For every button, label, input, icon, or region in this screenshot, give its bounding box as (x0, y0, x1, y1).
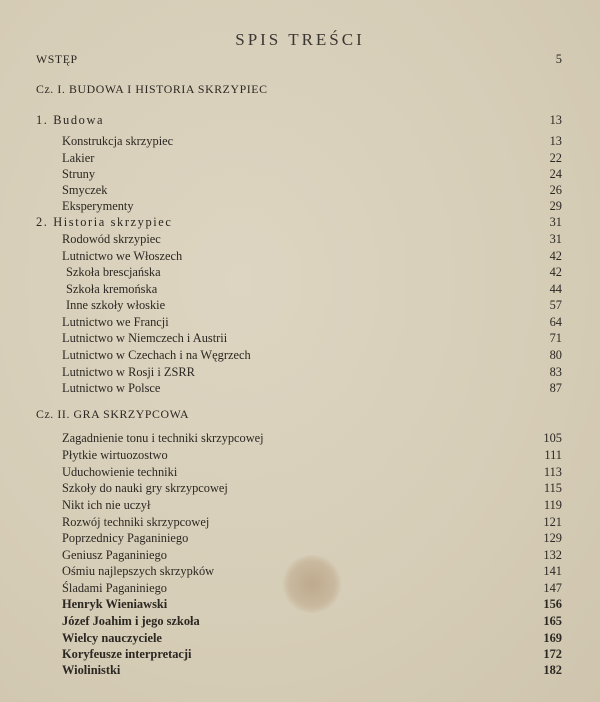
toc-page-number: 13 (549, 134, 562, 148)
toc-entry-label: Nikt ich nie uczył (62, 498, 151, 512)
toc-leader-dots (202, 447, 540, 463)
toc-entry (0, 347, 600, 363)
toc-entry-label: Henryk Wieniawski (62, 597, 168, 611)
toc-entry-label: Smyczek (62, 183, 108, 197)
toc-page-number: 57 (549, 298, 562, 312)
toc-page-number: 172 (543, 647, 562, 661)
toc-page-number: 29 (549, 199, 562, 213)
toc-entry (0, 662, 600, 678)
toc-leader-dots (272, 480, 540, 496)
toc-entry-label: Wiolinistki (62, 663, 121, 677)
toc-leader-dots (200, 580, 540, 596)
toc-leader-dots (200, 264, 550, 280)
toc-leader-dots (290, 347, 550, 363)
toc-entry (0, 330, 600, 346)
toc-entry-label: 1. Budowa (36, 113, 105, 127)
toc-entry-label: Płytkie wirtuozostwo (62, 448, 168, 462)
toc-entry-label: Lutnictwo w Rosji i ZSRR (62, 365, 195, 379)
toc-entry-label: Lutnictwo we Francji (62, 315, 169, 329)
toc-page-number: 83 (549, 365, 562, 379)
toc-page-number: 31 (549, 215, 562, 229)
toc-leader-dots (235, 364, 550, 380)
toc-entry (0, 297, 600, 313)
toc-entry (0, 281, 600, 297)
toc-entry (0, 182, 600, 198)
toc-page-number: 64 (549, 315, 562, 329)
toc-entry (0, 646, 600, 662)
toc-page-number: 105 (543, 431, 562, 445)
toc-leader-dots (182, 497, 540, 513)
toc-entry-label: Lutnictwo w Polsce (62, 381, 161, 395)
toc-entry (0, 630, 600, 646)
toc-entry (0, 547, 600, 563)
toc-entry-label: Inne szkoły włoskie (66, 298, 166, 312)
toc-leader-dots (282, 330, 550, 346)
toc-page-number: 165 (543, 614, 562, 628)
toc-entry (0, 430, 600, 446)
toc-leader-dots (105, 150, 550, 166)
toc-page-number: 182 (543, 663, 562, 677)
toc-entry-label: Struny (62, 167, 96, 181)
toc-entry (0, 248, 600, 264)
toc-entry (0, 447, 600, 463)
toc-entry-label: Lutnictwo we Włoszech (62, 249, 183, 263)
toc-entry (0, 514, 600, 530)
toc-entry-intro (0, 51, 600, 67)
toc-page-number: 44 (549, 282, 562, 296)
toc-leader-dots (202, 297, 550, 313)
toc-entry-label: Poprzednicy Paganiniego (62, 531, 189, 545)
toc-page-number: 115 (543, 481, 562, 495)
toc-entry (0, 497, 600, 513)
toc-entry (0, 380, 600, 396)
toc-entry-label: Konstrukcja skrzypiec (62, 134, 174, 148)
toc-part-heading (0, 81, 600, 97)
toc-leader-dots (226, 214, 550, 230)
toc-leader-dots (195, 281, 550, 297)
toc-leader-dots (342, 430, 542, 446)
toc-leader-dots (140, 112, 550, 128)
toc-entry (0, 563, 600, 579)
toc-entry-label: Wielcy nauczyciele (62, 631, 162, 645)
toc-entry (0, 480, 600, 496)
toc-entry-label: Szkoła brescjańska (66, 265, 161, 279)
toc-entry-label: Lutnictwo w Czechach i na Węgrzech (62, 348, 251, 362)
toc-page-number: 111 (544, 448, 562, 462)
toc-page-number: 31 (549, 232, 562, 246)
toc-page-number: 87 (549, 381, 562, 395)
toc-entry-label: Szkoły do nauki gry skrzypcowej (62, 481, 228, 495)
toc-leader-dots (154, 198, 550, 214)
toc-section-heading (0, 112, 600, 128)
toc-leader-dots (232, 530, 540, 546)
toc-leader-dots (262, 563, 540, 579)
toc-page-number: 24 (549, 167, 562, 181)
toc-page-number: 71 (549, 331, 562, 345)
toc-entry (0, 198, 600, 214)
toc-entry-label: Geniusz Paganiniego (62, 548, 167, 562)
toc-page-number: 147 (543, 581, 562, 595)
toc-part-label: Cz. II. GRA SKRZYPCOWA (36, 407, 190, 421)
toc-entry-label: Józef Joahim i jego szkoła (62, 614, 200, 628)
toc-page-number: 156 (543, 597, 562, 611)
toc-entry-label: WSTĘP (36, 52, 78, 66)
toc-entry (0, 613, 600, 629)
toc-leader-dots (108, 166, 550, 182)
toc-page-number: 42 (549, 265, 562, 279)
toc-leader-dots (186, 380, 550, 396)
toc-entry-label: Koryfeusze interpretacji (62, 647, 192, 661)
toc-entry (0, 231, 600, 247)
toc-entry-label: Rozwój techniki skrzypcowej (62, 515, 210, 529)
toc-page-number: 13 (549, 113, 562, 127)
toc-page-number: 141 (543, 564, 562, 578)
toc-entry-label: 2. Historia skrzypiec (36, 215, 173, 229)
toc-entry-label: Lutnictwo w Niemczech i Austrii (62, 331, 228, 345)
toc-entry (0, 150, 600, 166)
toc-entry-label: Lakier (62, 151, 95, 165)
toc-leader-dots (212, 547, 540, 563)
toc-entry (0, 580, 600, 596)
toc-entry (0, 314, 600, 330)
toc-page-number: 121 (543, 515, 562, 529)
toc-page-number: 5 (555, 52, 562, 66)
toc-leader-dots (90, 51, 550, 67)
toc-entry-label: Ośmiu najlepszych skrzypków (62, 564, 215, 578)
toc-leader-dots (196, 596, 540, 612)
toc-page-number: 80 (549, 348, 562, 362)
toc-leader-dots (188, 630, 540, 646)
toc-section-heading (0, 214, 600, 230)
toc-leader-dots (140, 662, 540, 678)
toc-entry (0, 264, 600, 280)
toc-entry-label: Śladami Paganiniego (62, 581, 167, 595)
page-title: SPIS TREŚCI (235, 30, 365, 49)
toc-leader-dots (122, 182, 550, 198)
toc-part-label: Cz. I. BUDOWA I HISTORIA SKRZYPIEC (36, 82, 268, 96)
toc-entry-label: Eksperymenty (62, 199, 134, 213)
toc-page-number: 119 (543, 498, 562, 512)
toc-page-number: 132 (543, 548, 562, 562)
toc-page-number: 113 (543, 465, 562, 479)
toc-page-number: 22 (549, 151, 562, 165)
toc-entry (0, 364, 600, 380)
toc-leader-dots (230, 613, 540, 629)
toc-leader-dots (210, 248, 550, 264)
toc-entry (0, 166, 600, 182)
toc-entry-label: Rodowód skrzypiec (62, 232, 161, 246)
toc-entry-label: Szkoła kremońska (66, 282, 158, 296)
toc-entry (0, 133, 600, 149)
toc-leader-dots (212, 133, 550, 149)
toc-page-number: 129 (543, 531, 562, 545)
toc-leader-dots (200, 314, 550, 330)
toc-entry-label: Uduchowienie techniki (62, 465, 178, 479)
toc-page-number: 169 (543, 631, 562, 645)
toc-leader-dots (252, 514, 540, 530)
toc-leader-dots (216, 646, 540, 662)
toc-leader-dots (182, 231, 550, 247)
toc-page-number: 42 (549, 249, 562, 263)
toc-entry-label: Zagadnienie tonu i techniki skrzypcowej (62, 431, 264, 445)
toc-entry (0, 530, 600, 546)
toc-entry (0, 596, 600, 612)
toc-leader-dots (210, 464, 540, 480)
toc-entry (0, 464, 600, 480)
toc-part-heading (0, 406, 600, 422)
toc-page-number: 26 (549, 183, 562, 197)
